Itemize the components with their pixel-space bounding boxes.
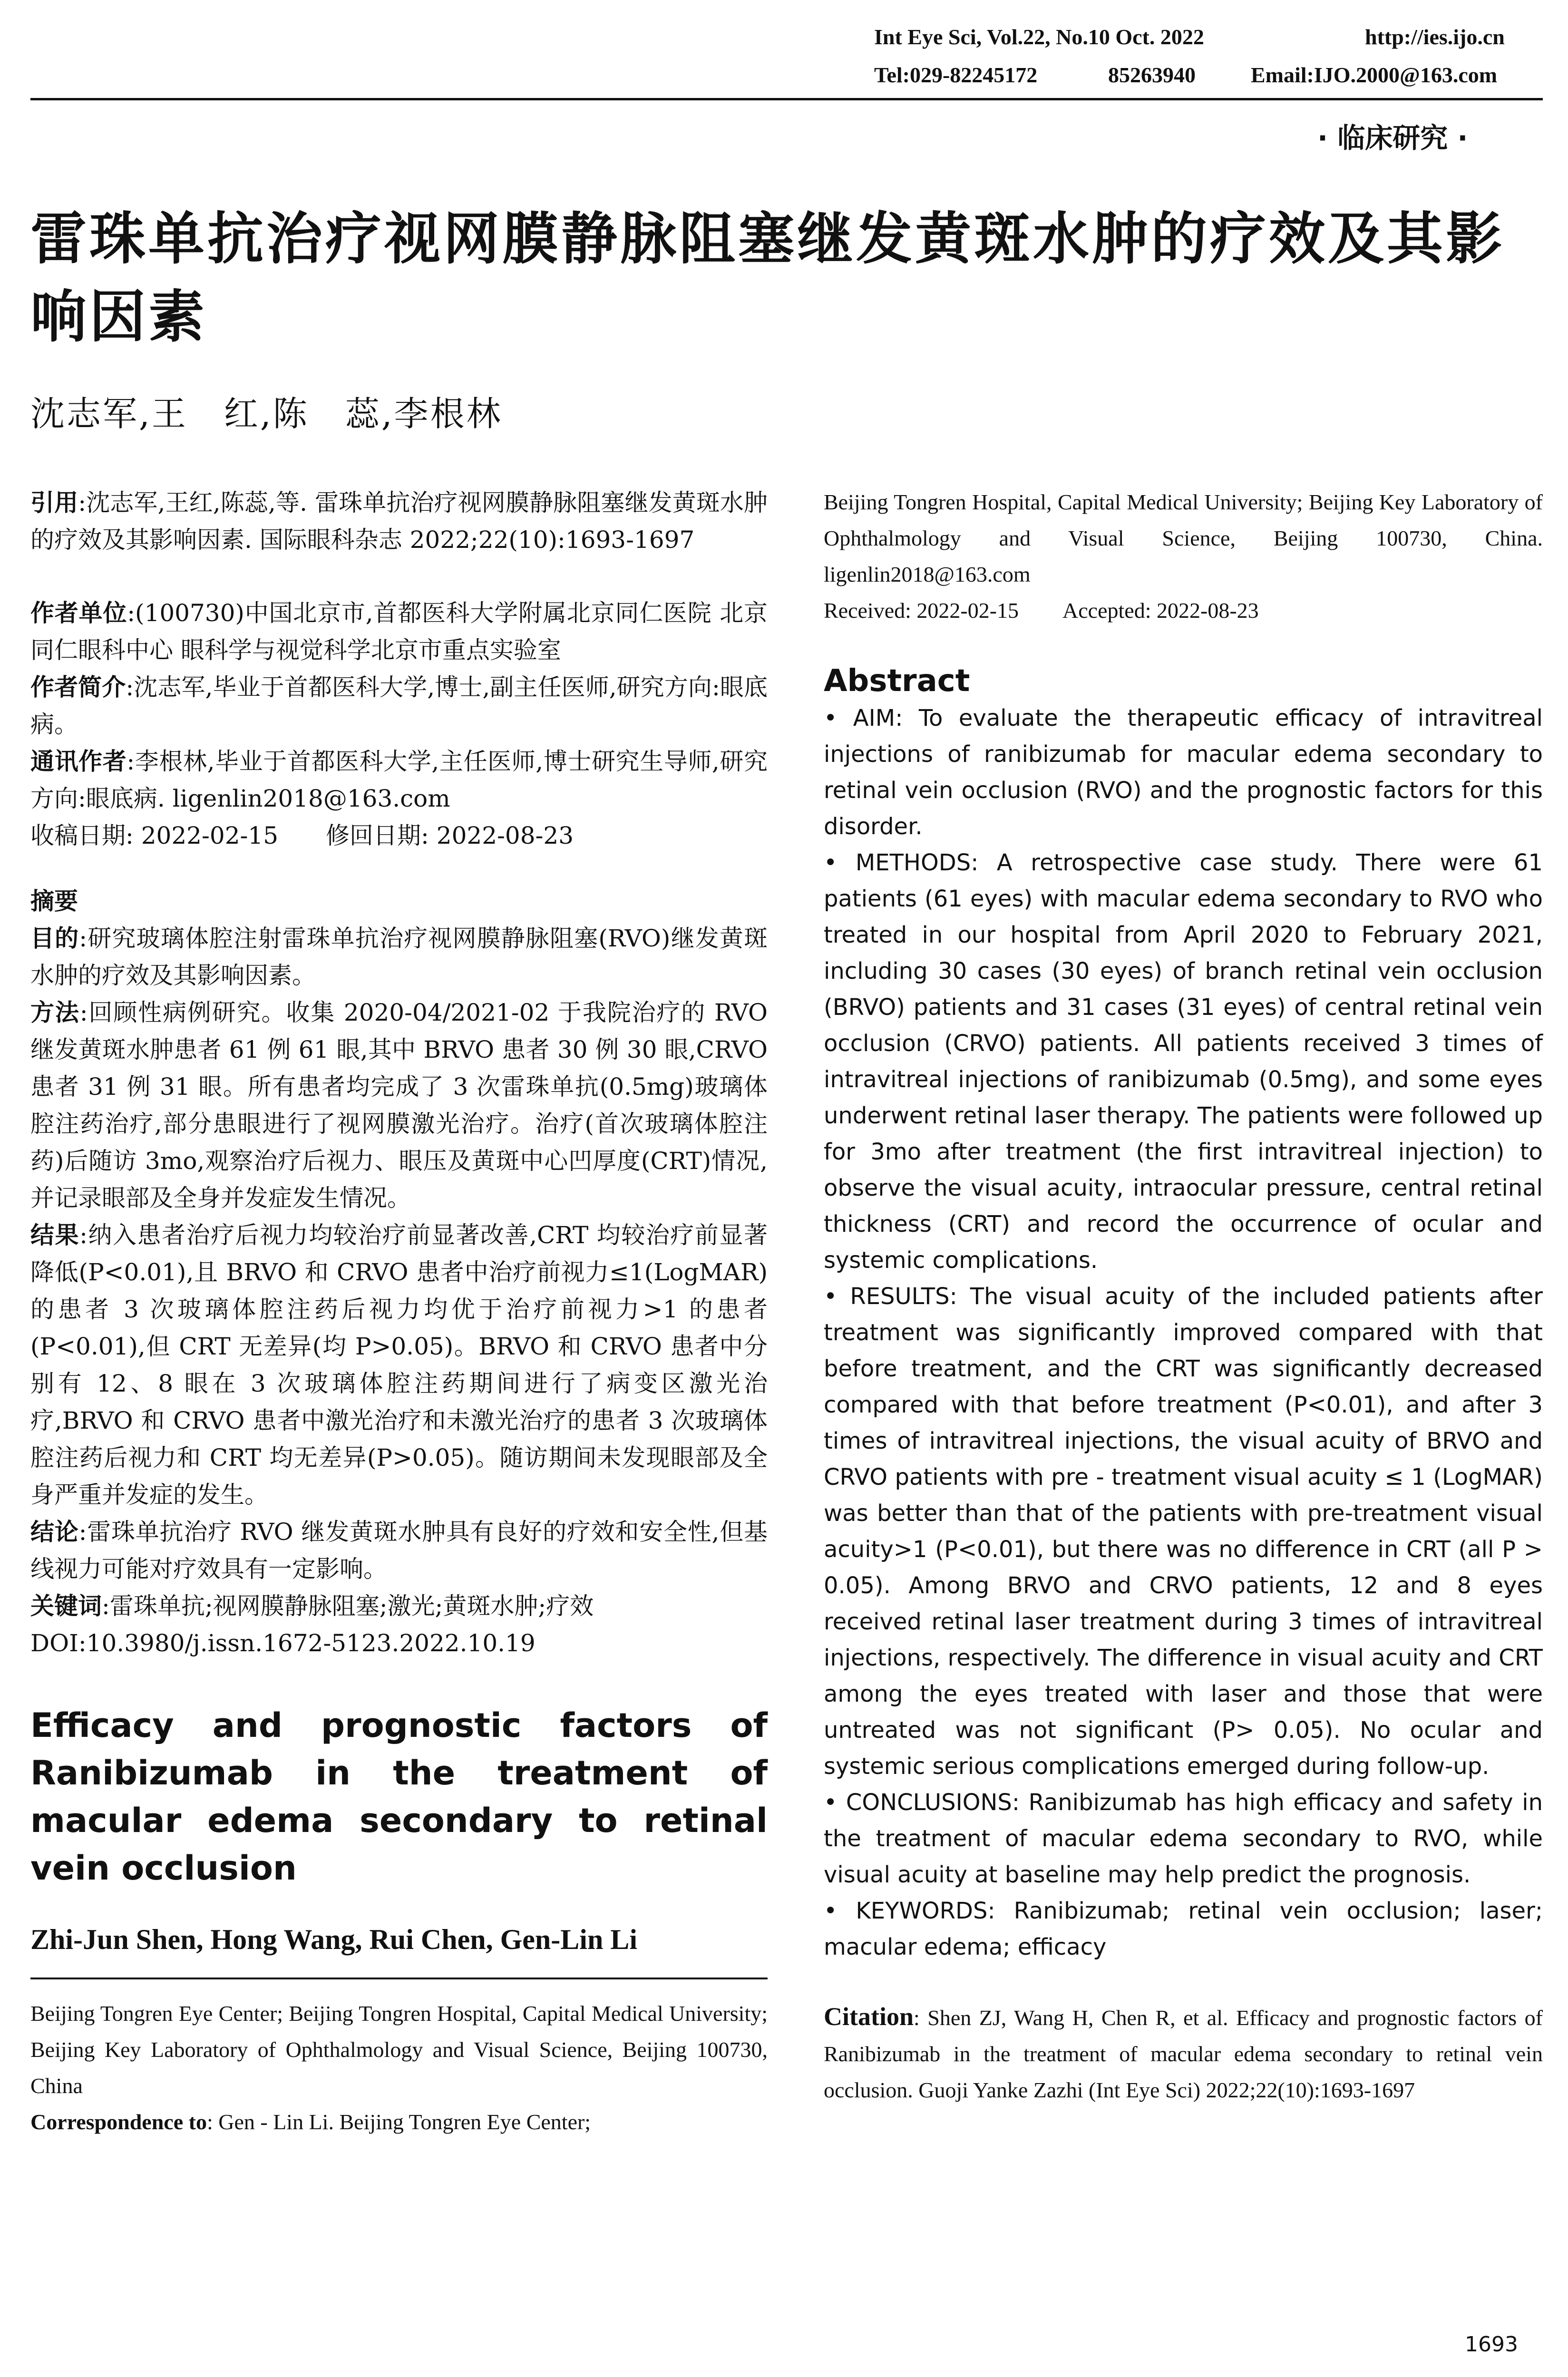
aim-label: 目的 bbox=[30, 925, 79, 952]
citation-en bbox=[824, 1998, 1543, 2108]
unit-text: :(100730)中国北京市,首都医科大学附属北京同仁医院 北京同仁眼科中心 眼科学与视觉科学北京市重点实验室 bbox=[30, 599, 768, 664]
correspondence-continued: Beijing Tongren Hospital, Capital Medical University; Beijing Key Laboratory of Ophthalmology and Visual Science, Beijing 100730, China. ligenlin2018@163.com bbox=[824, 490, 1543, 586]
citation-text: :沈志军,王红,陈蕊,等. 雷珠单抗治疗视网膜静脉阻塞继发黄斑水肿的疗效及其影响因素. 国际眼科杂志 2022;22(10):1693-1697 bbox=[30, 489, 768, 554]
citation-en-label: Citation bbox=[824, 2002, 914, 2031]
journal-email[interactable]: Email:IJO.2000@163.com bbox=[1251, 63, 1498, 87]
journal-tel: Tel:029-82245172 bbox=[874, 63, 1038, 87]
author-bio bbox=[30, 669, 768, 743]
author-unit bbox=[30, 594, 768, 669]
abstract-methods: • METHODS: A retrospective case study. There were 61 patients (61 eyes) with macular edema secondary to RVO who treated in our hospital from April 2020 to February 2021, including 30 cases (30 eyes) of branch retinal vein occlusion (BRVO) patients and 31 cases (31 eyes) of central retinal vein occlusion (CRVO) patients. All patients received 3 times of intravitreal injections of ranibizumab (0.5mg), and some eyes underwent retinal laser therapy. The patients were followed up for 3mo after treatment (the first intravitreal injection) to observe the visual acuity, intraocular pressure, central retinal thickness (CRT) and record the occurrence of ocular and systemic complications. bbox=[824, 849, 1543, 1274]
conclusion-zh bbox=[30, 1513, 768, 1588]
abstract-heading: Abstract bbox=[824, 663, 970, 699]
citation-zh bbox=[30, 484, 768, 558]
journal-line: Int Eye Sci, Vol.22, No.10 Oct. 2022 bbox=[874, 25, 1204, 49]
dates-zh: 收稿日期: 2022-02-15 修回日期: 2022-08-23 bbox=[30, 822, 574, 849]
keywords-zh bbox=[30, 1588, 768, 1625]
journal-url[interactable]: http://ies.ijo.cn bbox=[1365, 25, 1505, 49]
abstract-keywords: • KEYWORDS: Ranibizumab; retinal vein occlusion; laser; macular edema; efficacy bbox=[824, 1898, 1543, 1960]
bio-text: :沈志军,毕业于首都医科大学,博士,副主任医师,研究方向:眼底病。 bbox=[30, 673, 768, 738]
page-title: 雷珠单抗治疗视网膜静脉阻塞继发黄斑水肿的疗效及其影响因素 bbox=[30, 206, 1505, 350]
conclusion-text: :雷珠单抗治疗 RVO 继发黄斑水肿具有良好的疗效和安全性,但基线视力可能对疗效具有一定影响。 bbox=[30, 1518, 768, 1583]
abstract-results: • RESULTS: The visual acuity of the included patients after treatment was significantly improved compared with that before treatment, and the CRT was significantly decreased compared with that before treatment (P<0.01), and after 3 times of intravitreal injections, the visual acuity of BRVO and CRVO patients with pre - treatment visual acuity ≤ 1 (LogMAR) was better than that of the patients with pre-treatment visual acuity>1 (P<0.01), but there was no difference in CRT (all P > 0.05). Among BRVO and CRVO patients, 12 and 8 eyes received retinal laser treatment during 3 times of intravitreal injections, respectively. The difference in visual acuity and CRT among the eyes treated with laser and those that were untreated was not significant (P> 0.05). No ocular and systemic serious complications emerged during follow-up. bbox=[824, 1283, 1543, 1780]
page-number: 1693 bbox=[1465, 2332, 1518, 2357]
results-zh bbox=[30, 1217, 768, 1513]
results-text: :纳入患者治疗后视力均较治疗前显著改善,CRT 均较治疗前显著降低(P<0.01),且 BRVO 和 CRVO 患者中治疗前视力≤1(LogMAR)的患者 3 次玻璃体腔注药后视力均优于治疗前视力>1 的患者(P<0.01),但 CRT 无差异(均 P>0.05)。BRVO 和 CRVO 患者中分别有 12、8 眼在 3 次玻璃体腔注药期间进行了病变区激光治疗,BRVO 和 CRVO 患者中激光治疗和未激光治疗的患者 3 次玻璃体腔注药后视力和 CRT 均无差异(P>0.05)。随访期间未发现眼部及全身严重并发症的发生。 bbox=[30, 1221, 768, 1509]
methods-zh bbox=[30, 994, 768, 1217]
aim-zh bbox=[30, 920, 768, 994]
english-title: Efficacy and prognostic factors of Ranibizumab in the treatment of macular edema secondary to retinal vein occlusion bbox=[30, 1706, 768, 1888]
corr-label: 通讯作者 bbox=[30, 748, 127, 775]
authors: 沈志军,王 红,陈 蕊,李根林 bbox=[30, 394, 503, 434]
journal-tel2: 85263940 bbox=[1108, 63, 1196, 87]
keywords-label: 关键词 bbox=[30, 1592, 102, 1620]
correspondence-en bbox=[30, 2104, 768, 2140]
keywords-text: :雷珠单抗;视网膜静脉阻塞;激光;黄斑水肿;疗效 bbox=[102, 1592, 594, 1620]
abstract-aim: • AIM: To evaluate the therapeutic efficacy of intravitreal injections of ranibizumab for macular edema secondary to retinal vein occlusion (RVO) and the prognostic factors for this disorder. bbox=[824, 705, 1543, 840]
results-label: 结果 bbox=[30, 1221, 80, 1249]
abstract-heading-zh: 摘要 bbox=[30, 887, 78, 915]
citation-en-text: : Shen ZJ, Wang H, Chen R, et al. Efficacy and prognostic factors of Ranibizumab in the treatment of macular edema secondary to retinal vein occlusion. Guoji Yanke Zazhi (Int Eye Sci) 2022;22(10):1693-1697 bbox=[824, 2006, 1543, 2102]
affiliation: Beijing Tongren Eye Center; Beijing Tongren Hospital, Capital Medical University; Beijing Key Laboratory of Ophthalmology and Visual Science, Beijing 100730, China bbox=[30, 2001, 768, 2098]
corr-text: :李根林,毕业于首都医科大学,主任医师,博士研究生导师,研究方向:眼底病. ligenlin2018@163.com bbox=[30, 748, 768, 812]
conclusion-label: 结论 bbox=[30, 1518, 79, 1546]
correspondence-label: Correspondence to bbox=[30, 2110, 207, 2134]
methods-label: 方法 bbox=[30, 999, 80, 1026]
english-authors: Zhi-Jun Shen, Hong Wang, Rui Chen, Gen-Lin Li bbox=[30, 1924, 637, 1955]
received-accepted: Received: 2022-02-15 Accepted: 2022-08-23 bbox=[824, 598, 1259, 623]
bio-label: 作者简介 bbox=[30, 673, 126, 701]
abstract-conclusions: • CONCLUSIONS: Ranibizumab has high efficacy and safety in the treatment of macular edema secondary to RVO, while visual acuity at baseline may help predict the prognosis. bbox=[824, 1789, 1543, 1888]
methods-text: :回顾性病例研究。收集 2020-04/2021-02 于我院治疗的 RVO 继发黄斑水肿患者 61 例 61 眼,其中 BRVO 患者 30 例 30 眼,CRVO 患者 31 例 31 眼。所有患者均完成了 3 次雷珠单抗(0.5mg)玻璃体腔注药治疗,部分患眼进行了视网膜激光治疗。治疗(首次玻璃体腔注药)后随访 3mo,观察治疗后视力、眼压及黄斑中心凹厚度(CRT)情况,并记录眼部及全身并发症发生情况。 bbox=[30, 999, 768, 1212]
citation-label: 引用 bbox=[30, 489, 78, 516]
right-column bbox=[824, 484, 1543, 2108]
section-tag: · 临床研究 · bbox=[1317, 122, 1468, 154]
left-column bbox=[30, 484, 768, 2140]
unit-label: 作者单位 bbox=[30, 599, 127, 627]
aim-text: :研究玻璃体腔注射雷珠单抗治疗视网膜静脉阻塞(RVO)继发黄斑水肿的疗效及其影响因素。 bbox=[30, 925, 768, 989]
doi[interactable]: DOI:10.3980/j.issn.1672-5123.2022.10.19 bbox=[30, 1629, 536, 1657]
header-rule bbox=[30, 98, 1543, 100]
corresponding-author bbox=[30, 743, 768, 817]
correspondence-text: : Gen - Lin Li. Beijing Tongren Eye Center; bbox=[206, 2110, 591, 2134]
